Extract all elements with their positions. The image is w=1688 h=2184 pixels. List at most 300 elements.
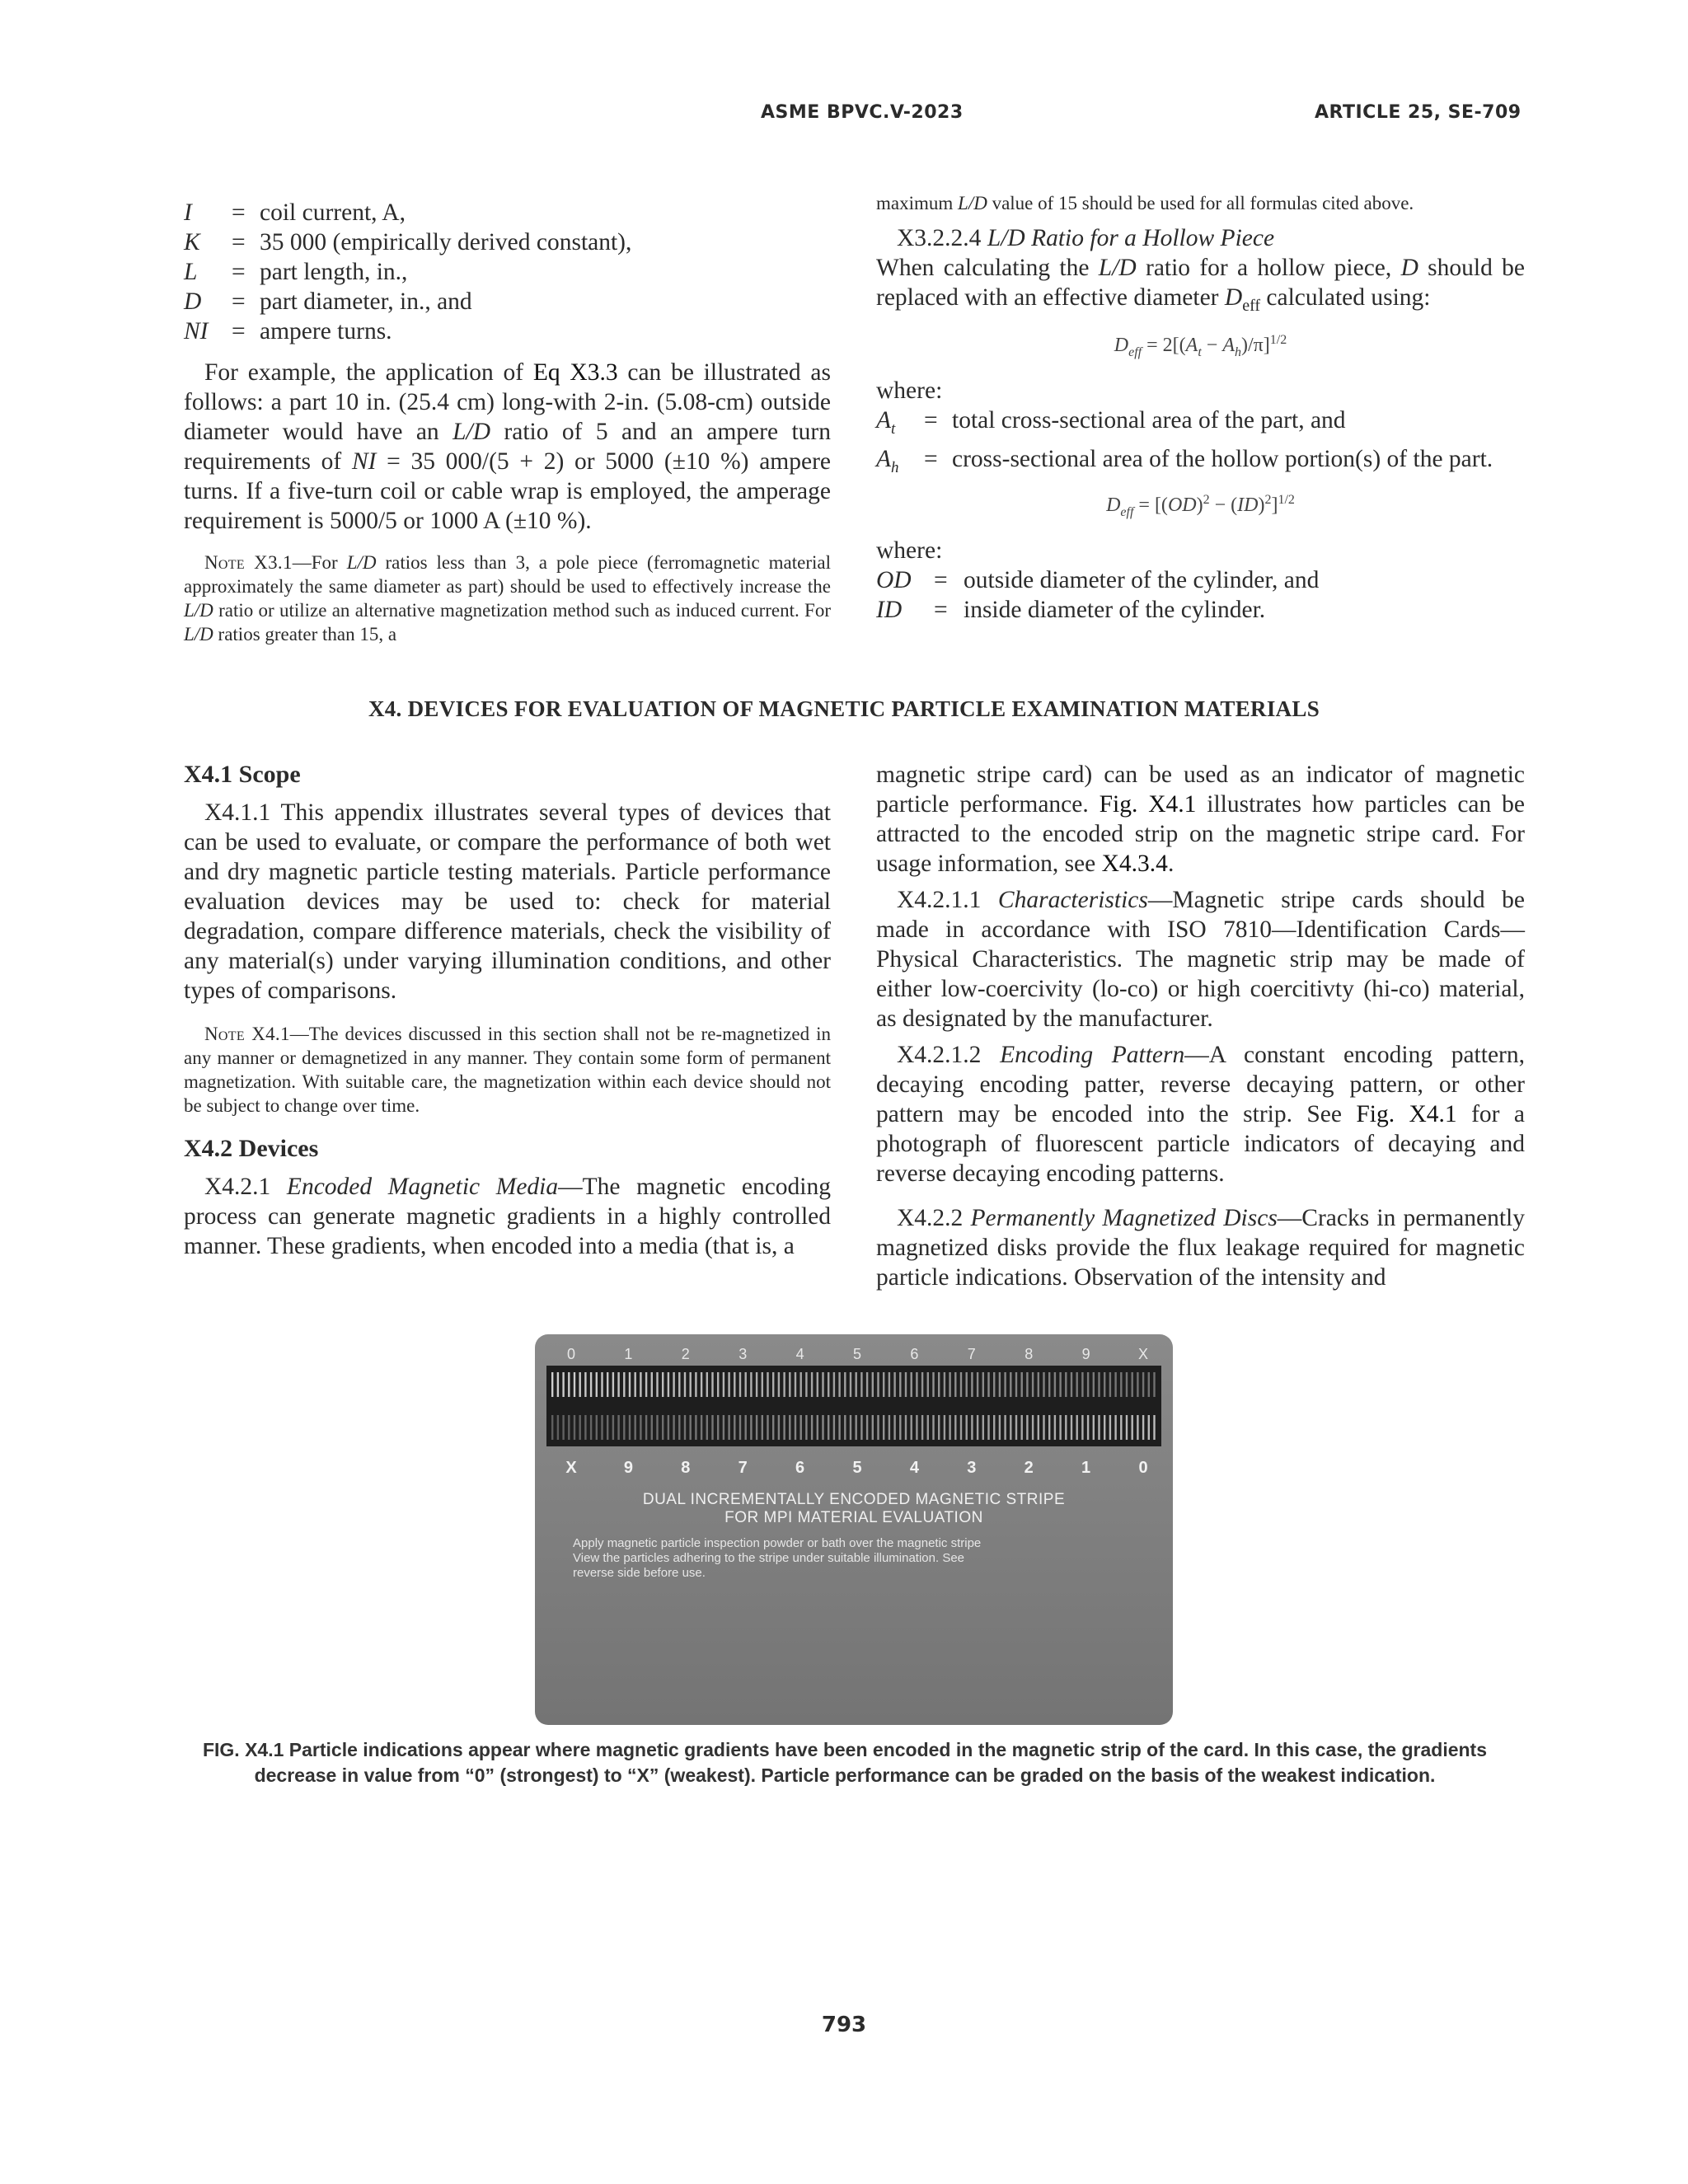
particle-indication-lower [778,1415,780,1440]
def-equals: = [232,199,246,226]
particle-indication-upper [893,1372,895,1397]
particle-indication-lower [590,1415,592,1440]
note-x4-1: Note X4.1—The devices discussed in this section shall not be re-magnetized in any manner or demagnetized in any manner. They contain some form of permanent magnetization. With suitable care, the magnetization within each device should not be subject to change over time. [184,1024,831,1116]
particle-indication-upper [612,1372,614,1397]
top-scale-label: 0 [566,1346,576,1362]
particle-indication-upper [800,1372,802,1397]
card-title-line2: FOR MPI MATERIAL EVALUATION [724,1509,983,1526]
particle-indication-upper [1076,1372,1078,1397]
particle-indication-lower [817,1415,818,1440]
particle-indication-upper [1126,1372,1128,1397]
particle-indication-lower [889,1415,890,1440]
particle-indication-upper [728,1372,729,1397]
particle-indication-upper [828,1372,829,1397]
symbol-a-t: $A_t$ [876,406,896,438]
particle-indication-lower [1109,1415,1111,1440]
particle-indication-upper [932,1372,934,1397]
particle-indication-lower [1132,1415,1133,1440]
particle-indication-upper [877,1372,879,1397]
particle-indication-lower [568,1415,570,1440]
card-instructions-line2: View the particles adhering to the stripe under suitable illumination. See [573,1551,965,1565]
particle-indication-lower [728,1415,729,1440]
particle-indication-lower [772,1415,774,1440]
particle-indication-lower [949,1415,950,1440]
particle-indication-lower [767,1415,768,1440]
def-text: part diameter, in., and [260,288,472,315]
lower-left-column [184,760,831,1261]
card-instructions-line1: Apply magnetic particle inspection powder or bath over the magnetic stripe [573,1536,982,1550]
def-symbol: D [184,288,202,315]
particle-indication-lower [579,1415,581,1440]
particle-indication-upper [551,1372,553,1397]
particle-indication-lower [954,1415,956,1440]
particle-indication-lower [601,1415,603,1440]
particle-indication-upper [921,1372,923,1397]
particle-indication-lower [629,1415,631,1440]
particle-indication-upper [954,1372,956,1397]
hollow-piece-paragraph: When calculating the L/D ratio for a hollow piece, D should be replaced with an effective diameter $D_{eff}$ calculated using: [876,255,1525,315]
particle-indication-lower [971,1415,973,1440]
particle-indication-lower [977,1415,978,1440]
particle-indication-upper [695,1372,696,1397]
particle-indication-lower [612,1415,614,1440]
particle-indication-upper [557,1372,559,1397]
particle-indication-upper [1065,1372,1067,1397]
particle-indication-upper [1120,1372,1122,1397]
particle-indication-lower [617,1415,619,1440]
top-scale-label: 6 [910,1346,919,1362]
particle-indication-upper [1148,1372,1150,1397]
particle-indication-lower [734,1415,735,1440]
particle-indication-lower [656,1415,658,1440]
particle-indication-lower [1048,1415,1050,1440]
particle-indication-upper [811,1372,813,1397]
particle-indication-upper [872,1372,874,1397]
particle-indication-lower [1081,1415,1083,1440]
particle-indication-lower [1137,1415,1138,1440]
particle-indication-lower [551,1415,553,1440]
card-instructions-line3: reverse side before use. [573,1566,706,1580]
particle-indication-lower [932,1415,934,1440]
top-scale-label: 7 [967,1346,976,1362]
particle-indication-upper [944,1372,945,1397]
particle-indication-upper [651,1372,653,1397]
symbol-a-h: $A_h$ [876,445,899,476]
area-variable-definitions: $A_t$ = total cross-sectional area of the part, and $A_h$ = cross-sectional area of the hollow portion(s) of the part. [876,405,1525,483]
coil-variable-definitions [184,198,831,346]
particle-indication-upper [1038,1372,1039,1397]
particle-indication-upper [1071,1372,1072,1397]
particle-indication-lower [607,1415,608,1440]
particle-indication-lower [944,1415,945,1440]
particle-indication-upper [739,1372,741,1397]
magnetized-discs-paragraph: X4.2.2 Permanently Magnetized Discs—Cracks in permanently magnetized disks provide the flux leakage required for magnetic particle indications. Observation of the intensity and [876,1205,1525,1291]
particle-indication-upper [783,1372,785,1397]
particle-indication-upper [1137,1372,1138,1397]
particle-indication-lower [916,1415,917,1440]
particle-indication-upper [938,1372,940,1397]
particle-indication-upper [856,1372,857,1397]
particle-indication-lower [745,1415,747,1440]
particle-indication-upper [701,1372,702,1397]
particle-indication-lower [1120,1415,1122,1440]
particle-indication-upper [640,1372,641,1397]
particle-indication-upper [756,1372,757,1397]
def-text: ampere turns. [260,318,392,344]
particle-indication-lower [1026,1415,1028,1440]
bottom-scale-label: 0 [1138,1459,1148,1477]
particle-indication-upper [1015,1372,1017,1397]
particle-indication-lower [1076,1415,1078,1440]
particle-indication-upper [584,1372,586,1397]
particle-indication-lower [921,1415,923,1440]
particle-indication-upper [817,1372,818,1397]
particle-indication-lower [811,1415,813,1440]
top-scale-label: X [1137,1346,1149,1362]
bottom-scale-label: 4 [909,1459,919,1477]
particle-indication-lower [795,1415,796,1440]
particle-indication-upper [767,1372,768,1397]
particle-indication-lower [877,1415,879,1440]
particle-indication-upper [999,1372,1001,1397]
particle-indication-upper [706,1372,708,1397]
particle-indication-lower [1126,1415,1128,1440]
scope-heading: X4.1 Scope [184,761,301,788]
particle-indication-lower [1114,1415,1116,1440]
top-scale-label: 8 [1025,1346,1034,1362]
particle-indication-upper [866,1372,868,1397]
particle-indication-lower [1087,1415,1089,1440]
particle-indication-upper [723,1372,724,1397]
particle-indication-upper [1010,1372,1011,1397]
particle-indication-lower [574,1415,575,1440]
particle-indication-upper [778,1372,780,1397]
particle-indication-lower [1065,1415,1067,1440]
def-text: coil current, A, [260,199,406,226]
particle-indication-lower [838,1415,840,1440]
particle-indication-upper [717,1372,719,1397]
particle-indication-upper [1104,1372,1105,1397]
magnetic-stripe [546,1366,1161,1446]
particle-indication-upper [916,1372,917,1397]
particle-indication-upper [844,1372,846,1397]
particle-indication-upper [656,1372,658,1397]
scope-paragraph: X4.1.1 This appendix illustrates several types of devices that can be used to evaluate, or compare the performance of both wet and dry magnetic particle testing materials. Particle performance evaluation devices may be used to: check for material degradation, compare difference materials, check the visibility of any material(s) under varying illumination conditions, and other types of comparisons. [184,799,831,1004]
particle-indication-lower [645,1415,647,1440]
particle-indication-lower [756,1415,757,1440]
particle-indication-upper [795,1372,796,1397]
def-symbol: I [184,199,192,226]
particle-indication-lower [673,1415,674,1440]
particle-indication-lower [866,1415,868,1440]
page-number: 793 [821,2013,867,2037]
particle-indication-upper [850,1372,851,1397]
bottom-scale-label: 5 [852,1459,862,1477]
particle-indication-lower [844,1415,846,1440]
particle-indication-lower [1098,1415,1100,1440]
bottom-scale-label: 7 [738,1459,748,1477]
particle-indication-upper [762,1372,763,1397]
particle-indication-upper [977,1372,978,1397]
particle-indication-lower [860,1415,862,1440]
particle-indication-upper [629,1372,631,1397]
particle-indication-lower [899,1415,901,1440]
particle-indication-lower [557,1415,559,1440]
particle-indication-upper [1114,1372,1116,1397]
particle-indication-upper [590,1372,592,1397]
particle-indication-upper [750,1372,752,1397]
bottom-scale-label: 6 [795,1459,805,1477]
particle-indication-upper [617,1372,619,1397]
particle-indication-lower [987,1415,989,1440]
particle-indication-upper [971,1372,973,1397]
particle-indication-upper [1153,1372,1155,1397]
particle-indication-lower [1093,1415,1095,1440]
particle-indication-lower [883,1415,884,1440]
particle-indication-lower [822,1415,823,1440]
particle-indication-lower [711,1415,713,1440]
particle-indication-upper [645,1372,647,1397]
particle-indication-upper [568,1372,570,1397]
particle-indication-lower [651,1415,653,1440]
particle-indication-upper [1087,1372,1089,1397]
effective-diameter-formula-area: $D_{eff} = 2[(A_t - A_h)/\pi]^{1/2}$ [1114,332,1287,359]
particle-indication-upper [993,1372,995,1397]
top-scale-label: 2 [681,1346,690,1362]
particle-indication-upper [927,1372,929,1397]
particle-indication-lower [905,1415,907,1440]
particle-indication-upper [1059,1372,1061,1397]
particle-indication-upper [772,1372,774,1397]
particle-indication-lower [562,1415,564,1440]
where-label-1: where: [876,377,943,404]
particle-indication-upper [1021,1372,1023,1397]
top-scale-label: 1 [624,1346,633,1362]
top-left-column [184,198,831,646]
def-equals: = [232,318,246,344]
effective-diameter-formula-od-id: $D_{eff} = [(OD)^2 - (ID)^2]^{1/2}$ [1106,493,1295,520]
def-text: 35 000 (empirically derived constant), [260,229,632,255]
particle-indication-upper [690,1372,692,1397]
particle-indication-upper [860,1372,862,1397]
particle-indication-lower [668,1415,669,1440]
eq-x3-3-link[interactable]: Eq X3.3 [532,359,618,386]
particle-indication-upper [960,1372,962,1397]
particle-indication-lower [1010,1415,1011,1440]
figure-x4-1-magnetic-stripe-card [532,1331,1176,1728]
particle-indication-upper [607,1372,608,1397]
particle-indication-lower [584,1415,586,1440]
particle-indication-upper [562,1372,564,1397]
particle-indication-upper [1142,1372,1144,1397]
particle-indication-lower [966,1415,968,1440]
particle-indication-upper [1054,1372,1056,1397]
particle-indication-upper [789,1372,790,1397]
section-title-x4: X4. DEVICES FOR EVALUATION OF MAGNETIC PARTICLE EXAMINATION MATERIALS [368,696,1320,721]
fig-x4-1-link[interactable]: Fig. X4.1 [1099,791,1197,818]
x4-3-4-link[interactable]: X4.3.4 [1101,851,1168,877]
particle-indication-upper [601,1372,603,1397]
particle-indication-upper [1032,1372,1034,1397]
particle-indication-lower [1032,1415,1034,1440]
particle-indication-lower [789,1415,790,1440]
particle-indication-lower [662,1415,663,1440]
particle-indication-upper [838,1372,840,1397]
figure-caption: FIG. X4.1 Particle indications appear where magnetic gradients have been encoded in the magnetic strip of the card. In this case, the gradients decrease in value from “0” (strongest) to “X” (weakest). Particle performance can be graded on the basis of the weakest indication. [202,1739,1488,1786]
particle-indication-upper [579,1372,581,1397]
particle-indication-lower [938,1415,940,1440]
particle-indication-lower [596,1415,598,1440]
particle-indication-upper [711,1372,713,1397]
particle-indication-upper [662,1372,663,1397]
particle-indication-upper [911,1372,912,1397]
lower-right-column [876,760,1525,1292]
particle-indication-upper [678,1372,680,1397]
where-label-2: where: [876,537,943,565]
def-symbol: NI [184,318,209,344]
card-photo [532,1331,1176,1728]
top-scale-label: 9 [1081,1346,1090,1362]
particle-indication-upper [883,1372,884,1397]
particle-indication-upper [1093,1372,1095,1397]
particle-indication-upper [673,1372,674,1397]
particle-indication-upper [833,1372,835,1397]
particle-indication-lower [805,1415,807,1440]
note-continuation: maximum L/D value of 15 should be used for all formulas cited above. [876,193,1414,213]
particle-indication-lower [640,1415,641,1440]
bottom-scale-label: 2 [1024,1459,1034,1477]
particle-indication-lower [999,1415,1001,1440]
particle-indication-lower [982,1415,984,1440]
note-x3-1: Note X3.1—For L/D ratios less than 3, a pole piece (ferromagnetic material approximately the same diameter as part) should be used to effectively increase the L/D ratio or utilize an alternative magnetization method such as induced current. For L/D ratios greater than 15, a [184,552,831,644]
particle-indication-lower [783,1415,785,1440]
particle-indication-lower [927,1415,929,1440]
particle-indication-lower [723,1415,724,1440]
particle-indication-upper [745,1372,747,1397]
particle-indication-upper [1043,1372,1044,1397]
running-header-left: ASME BPVC.V-2023 [761,102,964,123]
card-title-line1: DUAL INCREMENTALLY ENCODED MAGNETIC STRIPE [642,1491,1066,1508]
particle-indication-lower [695,1415,696,1440]
particle-indication-lower [833,1415,835,1440]
fig-x4-1-link-2[interactable]: Fig. X4.1 [1356,1101,1457,1127]
bottom-scale-label: X [565,1459,577,1477]
top-scale-label: 3 [738,1346,748,1362]
stripe-card-continuation: magnetic stripe card) can be used as an indicator of magnetic particle performance. Fig. X4.1 illustrates how particles can be attracted to the encoded strip on the magnetic stripe card. For usage information, see X4.3.4. [876,762,1525,877]
top-right-column [876,191,1525,625]
particle-indication-upper [982,1372,984,1397]
def-symbol: L [184,259,198,285]
bottom-scale-label: 3 [967,1459,977,1477]
particle-indication-lower [690,1415,692,1440]
particle-indication-upper [899,1372,901,1397]
particle-indication-lower [1021,1415,1023,1440]
particle-indication-lower [850,1415,851,1440]
def-equals: = [232,229,246,255]
particle-indication-upper [1132,1372,1133,1397]
particle-indication-lower [635,1415,636,1440]
particle-indication-upper [1109,1372,1111,1397]
particle-indication-lower [828,1415,829,1440]
diameter-variable-definitions: OD = outside diameter of the cylinder, and ID = inside diameter of the cylinder. [876,567,1320,624]
top-scale-label: 5 [852,1346,862,1362]
particle-indication-lower [701,1415,702,1440]
particle-indication-lower [960,1415,962,1440]
particle-indication-lower [1043,1415,1044,1440]
particle-indication-lower [1104,1415,1105,1440]
particle-indication-lower [800,1415,802,1440]
particle-indication-lower [678,1415,680,1440]
particle-indication-upper [684,1372,686,1397]
particle-indication-upper [623,1372,625,1397]
encoding-pattern-paragraph: X4.2.1.2 Encoding Pattern—A constant encoding pattern, decaying encoding patter, reverse decaying pattern, or other pattern may be encoded into the strip. See Fig. X4.1 for a photograph of fluorescent particle indicators of decaying and reverse decaying encoding patterns. [876,1042,1525,1187]
def-symbol: K [184,229,200,255]
particle-indication-upper [987,1372,989,1397]
particle-indication-upper [1081,1372,1083,1397]
particle-indication-upper [1098,1372,1100,1397]
top-scale-label: 4 [795,1346,804,1362]
devices-heading: X4.2 Devices [184,1135,319,1162]
subsection-heading-x3-2-2-4: X3.2.2.4 L/D Ratio for a Hollow Piece [897,225,1275,251]
particle-indication-upper [889,1372,890,1397]
particle-indication-upper [1048,1372,1050,1397]
particle-indication-lower [993,1415,995,1440]
particle-indication-lower [1038,1415,1039,1440]
particle-indication-upper [905,1372,907,1397]
bottom-scale-label: 8 [681,1459,691,1477]
particle-indication-upper [668,1372,669,1397]
particle-indication-upper [1004,1372,1006,1397]
running-header-right: ARTICLE 25, SE-709 [1315,102,1522,123]
particle-indication-upper [574,1372,575,1397]
particle-indication-upper [805,1372,807,1397]
characteristics-paragraph: X4.2.1.1 Characteristics—Magnetic stripe cards should be made in accordance with ISO 7810—Identification Cards—Physical Characteristics. The magnetic strip may be made of either low-coercivity (lo-co) or high coercitivty (hi-co) material, as designated by the manufacturer. [876,887,1525,1032]
def-text: part length, in., [260,259,408,285]
particle-indication-lower [623,1415,625,1440]
particle-indication-lower [1142,1415,1144,1440]
particle-indication-upper [966,1372,968,1397]
bottom-scale-label: 9 [623,1459,633,1477]
particle-indication-upper [1026,1372,1028,1397]
particle-indication-lower [1059,1415,1061,1440]
particle-indication-lower [872,1415,874,1440]
particle-indication-lower [856,1415,857,1440]
example-paragraph: For example, the application of Eq X3.3 can be illustrated as follows: a part 10 in. (25.4 cm) long-with 2-in. (5.08-cm) outside diameter would have an L/D ratio of 5 and an ampere turn requirements of NI = 35 000/(5 + 2) or 5000 (±10 %) ampere turns. If a five-turn coil or cable wrap is employed, the amperage requirement is 5000/5 or 1000 A (±10 %). [184,359,832,534]
particle-indication-lower [684,1415,686,1440]
particle-indication-lower [911,1415,912,1440]
particle-indication-lower [717,1415,719,1440]
def-equals: = [232,288,246,315]
particle-indication-lower [1153,1415,1155,1440]
particle-indication-lower [1148,1415,1150,1440]
particle-indication-upper [949,1372,950,1397]
particle-indication-upper [596,1372,598,1397]
particle-indication-lower [1004,1415,1006,1440]
particle-indication-lower [706,1415,708,1440]
particle-indication-lower [893,1415,895,1440]
particle-indication-upper [734,1372,735,1397]
particle-indication-lower [1071,1415,1072,1440]
particle-indication-upper [635,1372,636,1397]
particle-indication-lower [1054,1415,1056,1440]
bottom-scale-label: 1 [1081,1459,1091,1477]
particle-indication-lower [1015,1415,1017,1440]
def-equals: = [232,259,246,285]
particle-indication-upper [822,1372,823,1397]
encoded-media-paragraph: X4.2.1 Encoded Magnetic Media—The magnetic encoding process can generate magnetic gradients in a highly controlled manner. These gradients, when encoded into a media (that is, a [184,1174,831,1259]
particle-indication-lower [750,1415,752,1440]
particle-indication-lower [739,1415,741,1440]
